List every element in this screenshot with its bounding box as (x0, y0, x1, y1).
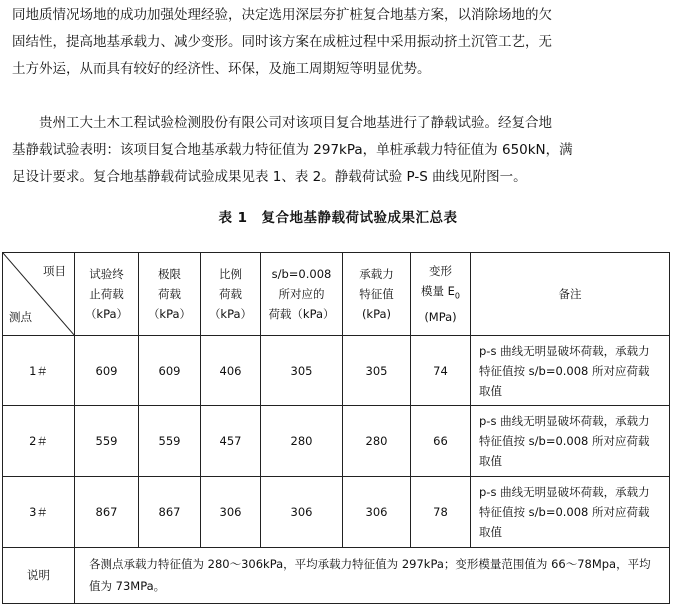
paragraph-1 (6, 2, 676, 83)
note-text: 各测点承载力特征值为 280～306kPa，平均承载力特征值为 297kPa；变形模量范围值为 66～78Mpa，平均值为 73MPa。 (75, 547, 670, 603)
cell-ultimate: 609 (139, 335, 201, 406)
header-line: 荷载 (158, 286, 181, 301)
paragraph-1-line: 同地质情况场地的成功加强处理经验，决定选用深层夯扩桩复合地基方案，以消除场地的欠 (12, 7, 552, 23)
modulus-subscript: 0 (454, 291, 460, 301)
header-line: （kPa） (147, 306, 192, 321)
header-remark: 备注 (471, 253, 670, 336)
cell-remark: p-s 曲线无明显破坏荷载，承载力特征值按 s/b=0.008 所对应荷载取值 (471, 477, 670, 548)
header-line: 止荷载 (89, 286, 124, 301)
cell-bearing: 280 (343, 406, 411, 477)
header-bearing-capacity (343, 253, 411, 336)
header-line: (kPa) (361, 306, 392, 321)
header-proportional-load (201, 253, 261, 336)
cell-end-load: 559 (75, 406, 139, 477)
header-line (411, 281, 470, 306)
cell-end-load: 609 (75, 335, 139, 406)
corner-header-cell (3, 253, 75, 336)
header-line: 荷载（kPa） (268, 306, 335, 321)
cell-sb-load: 306 (261, 477, 343, 548)
header-line-text: 模量 E (420, 284, 455, 299)
cell-proportional: 306 (201, 477, 261, 548)
header-line: （kPa） (84, 306, 129, 321)
cell-bearing: 305 (343, 335, 411, 406)
cell-point: 3＃ (3, 477, 75, 548)
cell-remark: p-s 曲线无明显破坏荷载，承载力特征值按 s/b=0.008 所对应荷载取值 (471, 406, 670, 477)
header-line: 承载力 (359, 266, 394, 281)
paragraph-2-line: 贵州工大土木工程试验检测股份有限公司对该项目复合地基进行了静载试验。经复合地 (12, 115, 552, 131)
paragraph-1-line: 固结性，提高地基承载力、减少变形。同时该方案在成桩过程中采用振动挤土沉管工艺，无 (12, 34, 552, 50)
cell-modulus: 74 (411, 335, 471, 406)
paragraph-2-line: 基静载试验表明：该项目复合地基承载力特征值为 297kPa，单桩承载力特征值为 650kN，满 (12, 142, 573, 158)
cell-modulus: 66 (411, 406, 471, 477)
corner-top-label: 项目 (43, 264, 66, 278)
paragraph-2-line: 足设计要求。复合地基静载荷试验成果见表 1、表 2。静载荷试验 P-S 曲线见附图一。 (12, 169, 527, 185)
corner-bottom-label: 测点 (9, 309, 32, 324)
header-line: 荷载 (219, 286, 242, 301)
header-line: 极限 (158, 266, 181, 281)
header-line: 特征值 (359, 286, 394, 301)
paragraph-1-line: 土方外运，从而具有较好的经济性、环保，及施工周期短等明显优势。 (12, 61, 431, 77)
cell-ultimate: 559 (139, 406, 201, 477)
cell-end-load: 867 (75, 477, 139, 548)
header-line: 试验终 (89, 266, 124, 281)
header-sb-load (261, 253, 343, 336)
header-line: （kPa） (208, 306, 253, 321)
results-table (2, 252, 670, 604)
cell-remark: p-s 曲线无明显破坏荷载，承载力特征值按 s/b=0.008 所对应荷载取值 (471, 335, 670, 406)
cell-bearing: 306 (343, 477, 411, 548)
cell-modulus: 78 (411, 477, 471, 548)
cell-sb-load: 305 (261, 335, 343, 406)
cell-point: 2＃ (3, 406, 75, 477)
header-line: (MPa) (424, 309, 457, 324)
cell-ultimate: 867 (139, 477, 201, 548)
header-end-load (75, 253, 139, 336)
table-row (3, 477, 670, 548)
note-row (3, 547, 670, 603)
cell-point: 1＃ (3, 335, 75, 406)
cell-proportional: 457 (201, 406, 261, 477)
table-row (3, 406, 670, 477)
header-line: 变形 (429, 264, 452, 279)
header-line: s/b=0.008 (271, 266, 332, 281)
table-row (3, 335, 670, 406)
cell-sb-load: 280 (261, 406, 343, 477)
table-caption: 表 1 复合地基静载荷试验成果汇总表 (218, 210, 458, 226)
header-line: 比例 (219, 266, 242, 281)
cell-proportional: 406 (201, 335, 261, 406)
table-header-row (3, 253, 670, 336)
header-ultimate-load (139, 253, 201, 336)
header-line: 所对应的 (278, 286, 325, 301)
header-deformation-modulus (411, 253, 471, 336)
note-label: 说明 (3, 547, 75, 603)
paragraph-2 (6, 110, 676, 191)
